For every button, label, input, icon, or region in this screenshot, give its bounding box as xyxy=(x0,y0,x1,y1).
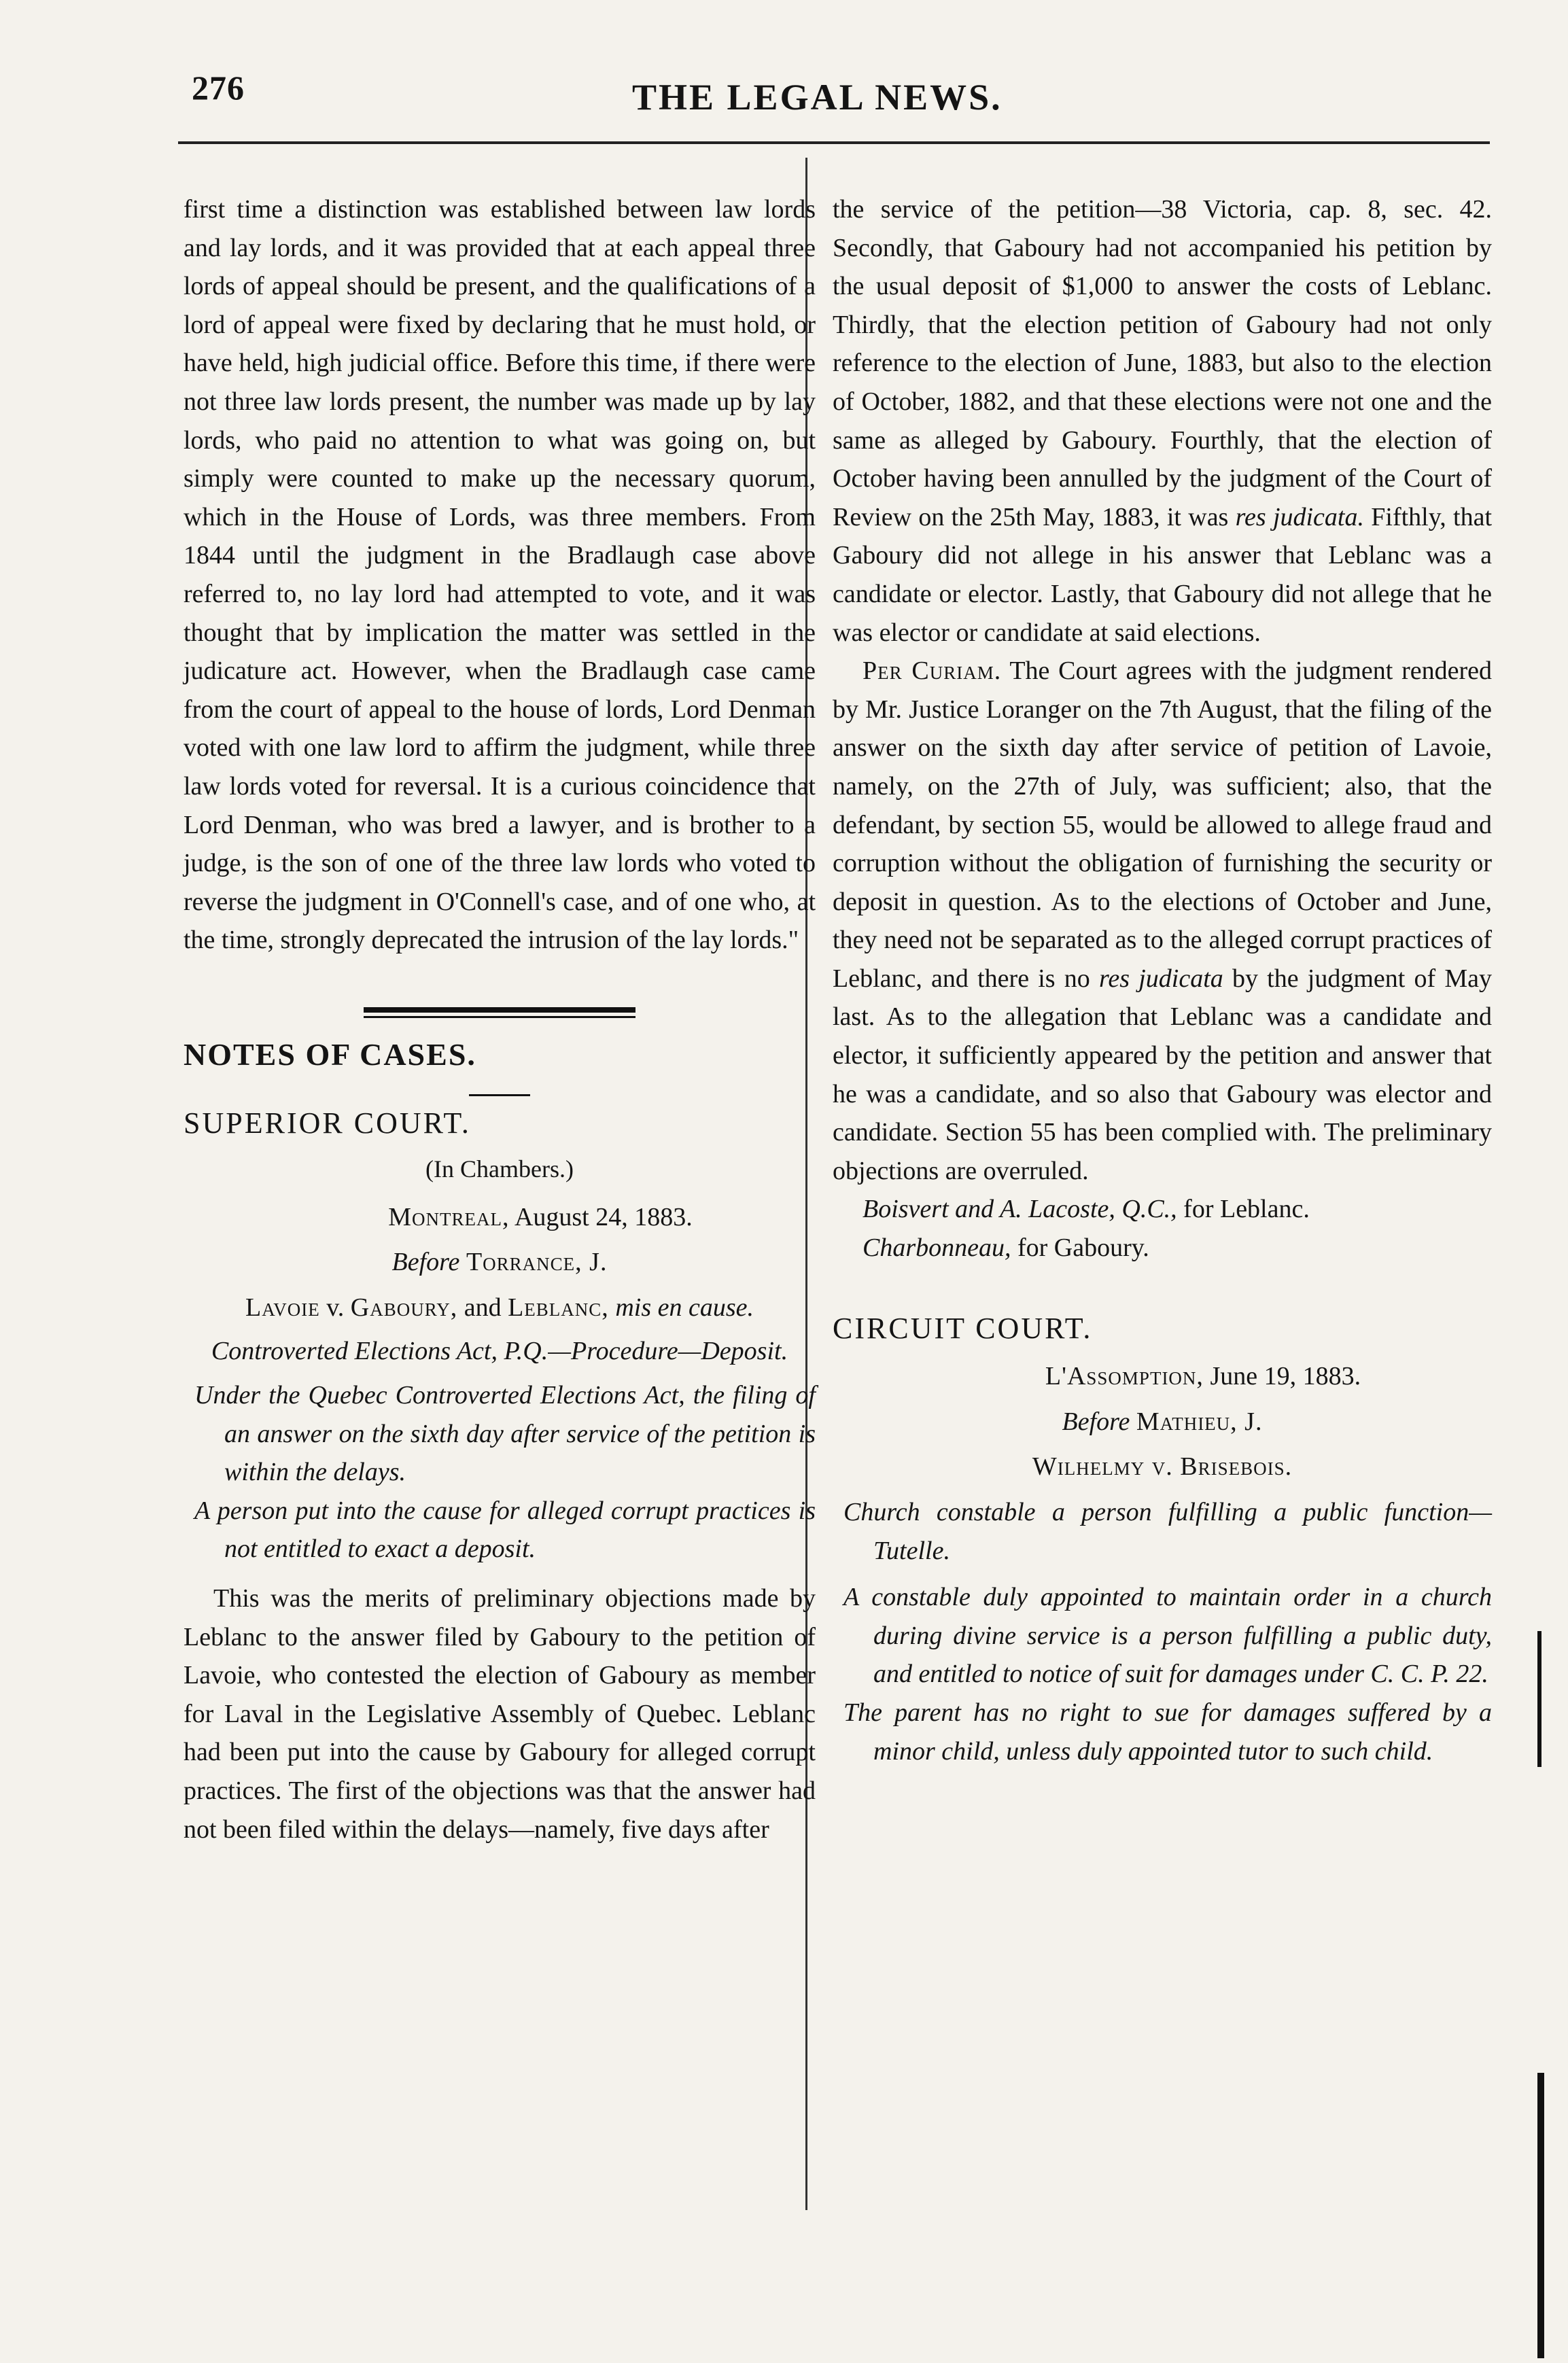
catchwords: Controverted Elections Act, P.Q.—Procedure—Deposit. xyxy=(211,1337,788,1366)
versus: v. xyxy=(326,1293,345,1322)
headnote: A constable duly appointed to maintain order in a church during divine service is a person fulfilling a public duty, and entitled to notice of suit for damages under C. C. P. 22. xyxy=(843,1583,1492,1689)
text-run: for Gaboury. xyxy=(1017,1233,1149,1263)
header-rule xyxy=(178,141,1490,144)
case-parties: Wilhelmy v. Brisebois. xyxy=(1032,1452,1293,1482)
before-word: Before xyxy=(391,1248,460,1277)
running-head: THE LEGAL NEWS. xyxy=(632,77,1003,118)
case-date: June 19, 1883. xyxy=(1210,1362,1361,1391)
case-date: August 24, 1883. xyxy=(514,1202,693,1231)
section-heading: NOTES OF CASES. xyxy=(184,1036,476,1072)
heading-rule xyxy=(469,1094,530,1096)
scan-edge-mark xyxy=(1537,2073,1544,2358)
catchwords: Church constable a person fulfilling a public function—Tutelle. xyxy=(843,1498,1492,1565)
text-run: the service of the petition—38 Victoria, cap. 8, sec. 42. Secondly, that Gaboury had not accompanied his petition by the usual deposit of $1,000 to answer the costs of Leblanc. Thirdly, that the election petition of Gaboury had not only reference to the election of June, 1883, but also to the election of October, 1882, and that these elections were not one and the same as alleged by Gaboury. Fourthly, that the election of October having been annulled by the judgment of the Court of Review on the 25th May, 1883, it was xyxy=(833,195,1492,531)
chambers-note: (In Chambers.) xyxy=(425,1155,574,1183)
case-place: Montreal, xyxy=(388,1202,510,1231)
party-name: Lavoie xyxy=(245,1293,320,1322)
counsel-line xyxy=(833,1229,1492,1267)
text-run: Fifthly, that Gaboury did not allege in his answer that Leblanc was a candidate or elector. Lastly, that Gaboury did not allege that he was elector or candidate at said elections. xyxy=(833,502,1493,647)
case-body: This was the merits of preliminary objections made by Leblanc to the answer filed by Gaboury to the petition of Lavoie, who contested the election of Gaboury as member for Laval in the Legislative Assembly of Quebec. Leblanc had been put into the cause by Gaboury for alleged corrupt practices. The first of the objections was that the answer had not been filed within the delays—namely, five days after xyxy=(184,1584,816,1844)
judge-name: Mathieu, J. xyxy=(1136,1407,1263,1436)
court-heading: CIRCUIT COURT. xyxy=(833,1311,1093,1345)
latin-term: res judicata xyxy=(1099,964,1223,993)
page-number: 276 xyxy=(192,69,245,107)
case-parties xyxy=(184,1289,816,1327)
judge-name: Torrance, J. xyxy=(466,1248,608,1277)
case-place-date xyxy=(833,1357,1492,1396)
per-curiam: Per Curiam. xyxy=(863,657,1002,686)
counsel-line xyxy=(833,1190,1492,1229)
headnote: The parent has no right to sue for damages suffered by a minor child, unless duly appointed tutor to such child. xyxy=(843,1698,1492,1766)
case-judge xyxy=(184,1243,816,1282)
party-name: Leblanc, xyxy=(508,1293,609,1322)
right-column xyxy=(833,190,1492,1770)
before-word: Before xyxy=(1062,1407,1130,1436)
headnote: Under the Quebec Controverted Elections Act, the filing of an answer on the sixth day after service of the petition is within the delays. xyxy=(194,1381,816,1487)
court-heading: SUPERIOR COURT. xyxy=(184,1106,471,1140)
left-column xyxy=(184,190,816,1849)
counsel-names: Charbonneau, xyxy=(863,1233,1011,1263)
case-judge xyxy=(833,1403,1492,1441)
party-role: mis en cause. xyxy=(615,1293,754,1322)
text-run: The Court agrees with the judgment rendered by Mr. Justice Loranger on the 7th August, that the filing of the answer on the sixth day after service of petition of Lavoie, namely, on the 27th of July, was sufficient; also, that the defendant, by section 55, would be allowed to allege fraud and corruption without the obligation of furnishing the security or deposit in question. As to the elections of October and June, they need not be separated as to the alleged corrupt practices of Leblanc, and there is no xyxy=(833,657,1492,993)
scan-edge-mark xyxy=(1537,1631,1541,1767)
judgment-paragraph xyxy=(833,652,1492,1190)
headnote: A person put into the cause for alleged corrupt practices is not entitled to exact a deposit. xyxy=(194,1496,816,1564)
party-conjunction: and xyxy=(464,1293,502,1322)
case-body-continued xyxy=(833,190,1492,652)
text-run: for Leblanc. xyxy=(1183,1195,1310,1224)
section-divider xyxy=(364,1007,635,1018)
text-run: by the judgment of May last. As to the allegation that Leblanc was a candidate and elector, it sufficiently appeared by the petition and answer that he was a candidate, and so also that Gaboury was elector and candidate. Section 55 has been complied with. The preliminary objections are overruled. xyxy=(833,964,1493,1185)
case-place: L'Assomption, xyxy=(1045,1362,1204,1391)
article-paragraph: first time a distinction was established between law lords and lay lords, and it was provided that at each appeal three lords of appeal should be present, and the qualifications of a lord of appeal were fixed by declaring that he must hold, or have held, high judicial office. Before this time, if there were not three law lords present, the number was made up by lay lords, who paid no attention to what was going on, but simply were counted to make up the necessary quorum, which in the House of Lords, was three members. From 1844 until the judgment in the Bradlaugh case above referred to, no lay lord had attempted to vote, and it was thought that by implication the matter was settled in the judicature act. However, when the Bradlaugh case came from the court of appeal to the house of lords, Lord Denman voted with one law lord to affirm the judgment, while three law lords voted for reversal. It is a curious coincidence that Lord Denman, who was bred a lawyer, and is brother to a judge, is the son of one of the three law lords who voted to reverse the judgment in O'Connell's case, and of one who, at the time, strongly deprecated the intrusion of the lay lords." xyxy=(184,195,816,955)
case-place-date xyxy=(184,1198,816,1237)
latin-term: res judicata. xyxy=(1235,502,1364,531)
counsel-names: Boisvert and A. Lacoste, Q.C., xyxy=(863,1195,1177,1224)
party-name: Gaboury, xyxy=(350,1293,458,1322)
